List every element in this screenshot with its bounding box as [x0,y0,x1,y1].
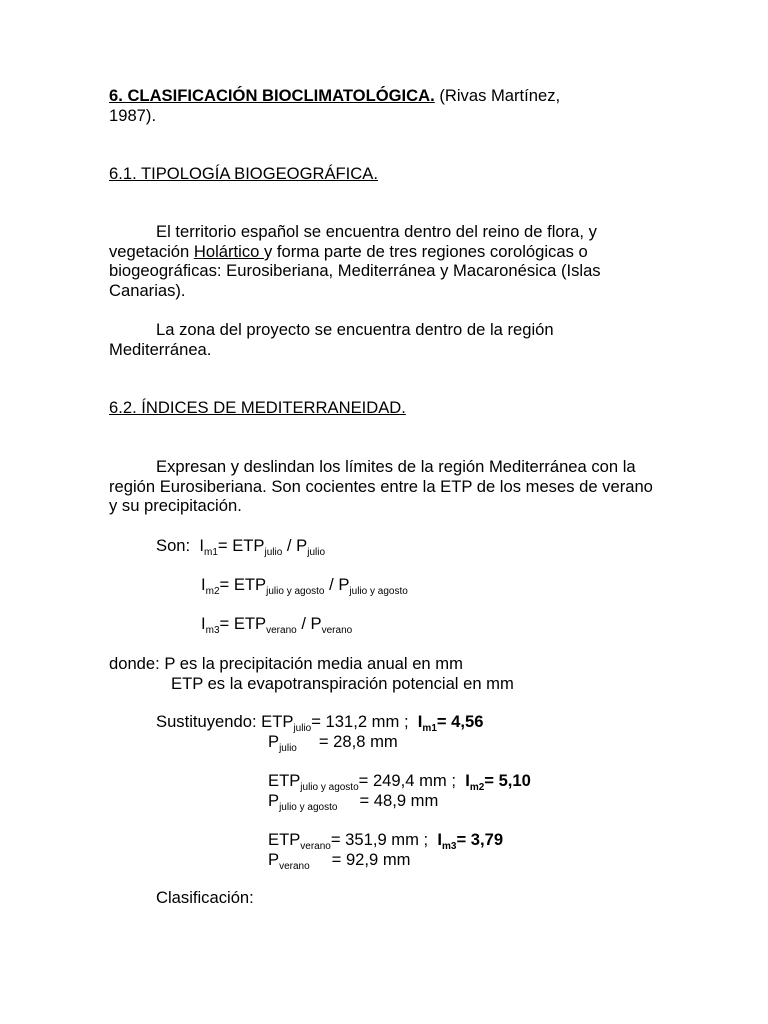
im2-result: $I_{m2}= 5,10$ [465,771,531,793]
document-heading [109,86,654,125]
im1-result: $I_{m1}= 4,56$ [417,712,484,734]
donde-line-2: ETP es la evapotranspiración potencial en mm [171,674,514,693]
im3-result: $I_{m3}= 3,79$ [437,830,504,852]
donde-line-1: donde: P es la precipitación media anual en mm [109,654,463,673]
section-6-1-paragraph-2: La zona del proyecto se encuentra dentro de la región Mediterránea. [109,320,554,359]
sustituyendo-line: Sustituyendo: $ETP_{julio}= 131,2$ mm ; $I_{m1}= 4,56$ [156,712,484,734]
p-verano-line: $P_{verano} = 92,9$ mm [268,850,411,872]
etp-verano-line: $ETP_{verano}= 351,9$ mm ; $I_{m3}= 3,79$ [268,830,504,852]
section-6-1-title: 6.1. TIPOLOGÍA BIOGEOGRÁFICA. [109,164,378,183]
formula-im2: $I_{m2}= ETP_{julio y agosto} / P_{julio y agosto}$ [201,575,408,597]
section-6-2-title: 6.2. ÍNDICES DE MEDITERRANEIDAD. [109,398,406,417]
heading-citation: (Rivas Martínez, [434,86,561,105]
heading-title: 6. CLASIFICACIÓN BIOCLIMATOLÓGICA. [109,86,435,105]
clasificacion-label: Clasificación: [156,888,254,907]
heading-citation-year: 1987). [109,105,157,125]
etp-julio-agosto-line: $ETP_{julio y agosto}= 249,4$ mm ; $I_{m2}= 5,10$ [268,771,531,793]
holartico-link: Holártico [193,241,264,261]
section-6-1-paragraph-1: El territorio español se encuentra dentro del reino de flora, y vegetación Holártico y forma parte de tres regiones corológicas o biogeográficas: Eurosiberiana, Mediterránea y Macaronésica (Islas Canarias). [109,222,601,300]
formula-im1: Son: $I_{m1}= ETP_{julio} / P_{julio}$ [156,536,326,558]
section-6-2-paragraph-1: Expresan y deslindan los límites de la región Mediterránea con la región Eurosiberiana. Son cocientes entre la ETP de los meses de verano y su precipitación. [109,457,653,515]
p-julio-line: $P_{julio} = 28,8$ mm [268,732,398,754]
formula-im3: $I_{m3}= ETP_{verano} / P_{verano}$ [201,614,353,636]
p-julio-agosto-line: $P_{julio y agosto} = 48,9$ mm [268,791,439,813]
